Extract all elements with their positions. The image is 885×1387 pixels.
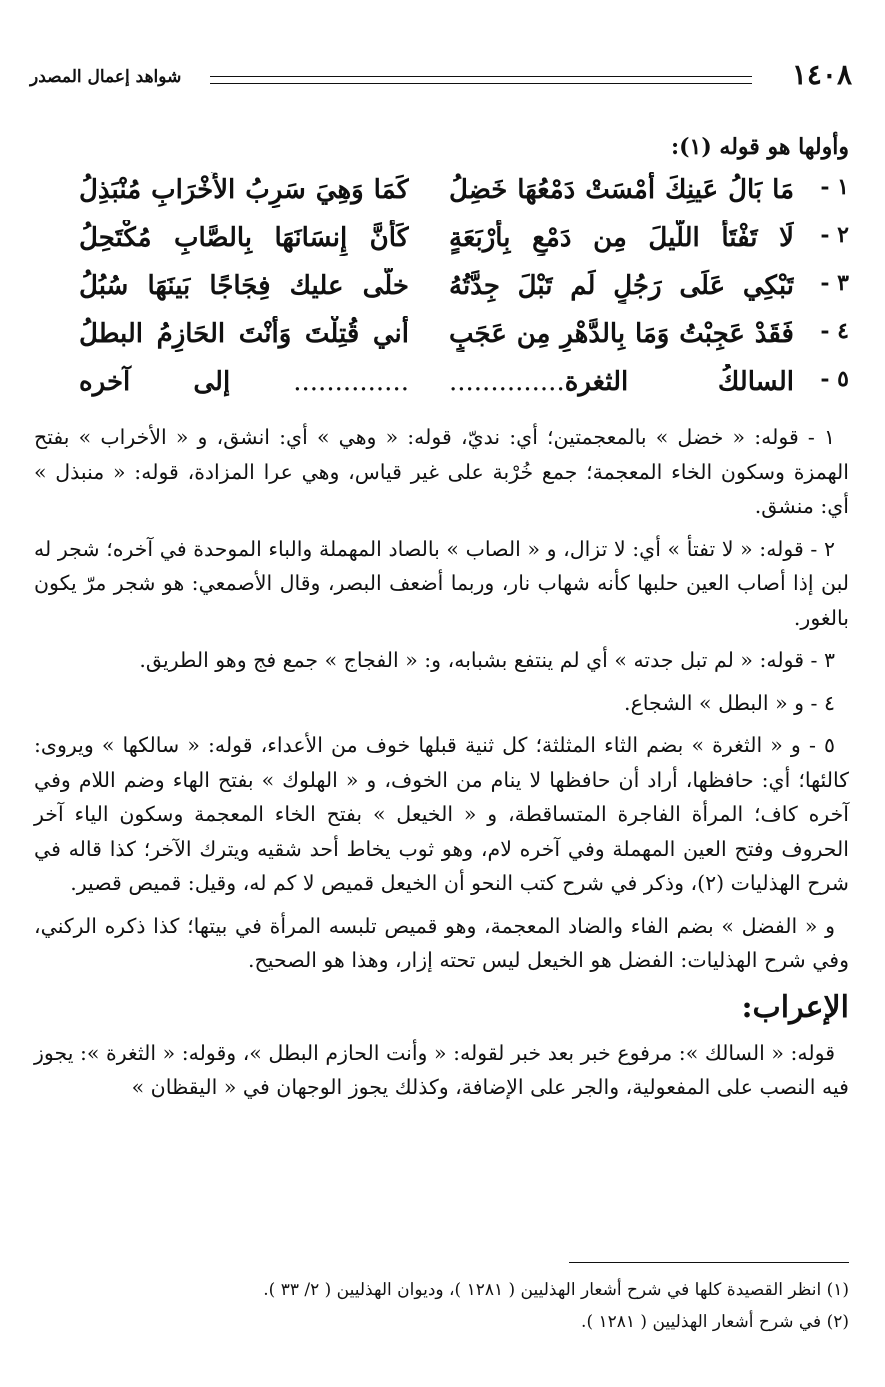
commentary-paragraph: ٥ - و « الثغرة » بضم الثاء المثلثة؛ كل ثنية قبلها خوف من الأعداء، قوله: « سالكها » ويروى: كالئها؛ أي: حافظها، أراد أن حافظها لا ينام من الخوف، و « الهلوك » بفتح الهاء وضم اللام وفي آخره كاف؛ المرأة الفاجرة المتساقطة، و « الخيعل » بفتح الخاء المعجمة وسكون الياء آخر الحروف وفتح العين المهملة وفي آخره لام، وهو ثوب يخاط أحد شقيه ويترك الآخر؛ كذا قاله في شرح الهذليات (٢)، وذكر في شرح كتب النحو أن الخيعل قميص لا كم له، وقيل: قميص قصير. [34,733,849,895]
irab-paragraph: قوله: « السالك »: مرفوع خبر بعد خبر لقوله: « وأنت الحازم البطل »، وقوله: « الثغرة »: يجوز فيه النصب على المفعولية، والجر على الإضافة، وكذلك يجوز الوجهان في « اليقظان » [34,1040,849,1099]
verse-number: ٤ - [820,318,849,344]
poem-intro: وأولها هو قوله (١): [671,134,849,160]
running-title: شواهد إعمال المصدر [30,67,182,87]
commentary-paragraph: ٢ - قوله: « لا تفتأ » أي: لا تزال، و « الصاب » بالصاد المهملة والباء الموحدة في آخره؛ شجر له لبن إذا أصاب العين حلبها كأنه شهاب نار، وربما أضعف البصر، وقال الأصمعي: هو شجر مرّ يكون بالغور. [34,536,849,630]
verse-second-hemistich: خلَّى عليك فِجَاجًا بَينَهَا سُبُلُ [79,271,409,301]
verse [59,168,849,216]
verse-number: ٢ - [820,222,849,248]
verse-first-hemistich [449,364,794,400]
verse-second-hemistich [79,364,409,400]
commentary-paragraph: ٤ - و « البطل » الشجاع. [624,690,835,715]
page-number: ١٤٠٨ [791,58,852,91]
ellipsis-dots: .............. [449,367,565,397]
verse-first-hemistich: مَا بَالُ عَينِكَ أَمْسَتْ دَمْعُهَا خَضِلُ [449,175,794,205]
verse-first-hemistich: لَا تَفْتَأُ اللَّيلَ مِن دَمْعٍ بِأَرْبَعَةٍ [449,223,794,253]
verse-number: ١ - [820,174,849,200]
verse [59,312,849,360]
footnote: (٢) في شرح أشعار الهذليين ( ١٢٨١ ). [581,1312,849,1332]
commentary-paragraph: ١ - قوله: « خضل » بالمعجمتين؛ أي: نديّ، قوله: « وهي » أي: انشق، و « الأخراب » بفتح الهمزة وسكون الخاء المعجمة؛ جمع خُرْبة على غير قياس، وهي عرا المزادة، قوله: « منبذل » أي: منشق. [34,425,849,518]
section-heading: الإعراب: [741,989,849,1025]
verse [59,360,849,408]
verse [59,216,849,264]
verse-first-hemistich: تَبْكِي عَلَى رَجُلٍ لَم تَبْلَ جِدَّتُهُ [449,271,794,301]
ellipsis-dots: .............. [293,367,409,397]
poem [59,168,849,408]
footnote: (١) انظر القصيدة كلها في شرح أشعار الهذليين ( ١٢٨١ )، وديوان الهذليين ( ٢/ ٣٣ ). [263,1280,849,1300]
header-rule [210,76,752,84]
verse-second-hemistich: أني قُتِلْتَ وَأَنْتَ الحَازِمُ البطلُ [79,319,409,349]
verse-number: ٥ - [820,366,849,392]
verse-first-hemistich: فَقَدْ عَجِبْتُ وَمَا بِالدَّهْرِ مِن عَجَبٍ [449,319,794,349]
commentary-paragraph: ٣ - قوله: « لم تبل جدته » أي لم ينتفع بشبابه، و: « الفجاج » جمع فج وهو الطريق. [139,648,835,672]
footnote-rule [569,1262,849,1263]
verse [59,264,849,312]
commentary [34,420,849,1113]
verse-second-hemistich: كَأَنَّ إِنسَانَهَا بِالصَّابِ مُكْتَحِلُ [79,223,409,253]
verse-second-hemistich: كَمَا وَهِيَ سَرِبُ الأَخْرَابِ مُنْبَذِلُ [79,175,409,205]
page-header [30,58,852,98]
footnotes [34,1276,849,1340]
commentary-paragraph: و « الفضل » بضم الفاء والضاد المعجمة، وهو قميص تلبسه المرأة في بيتها؛ كذا ذكره الركني، وفي شرح الهذليات: الفضل هو الخيعل ليس تحته إزار، وهذا هو الصحيح. [34,913,849,972]
verse-text: السالكُ الثغرة [564,367,794,397]
verse-text: إلى آخره [79,367,231,397]
verse-number: ٣ - [820,270,849,296]
